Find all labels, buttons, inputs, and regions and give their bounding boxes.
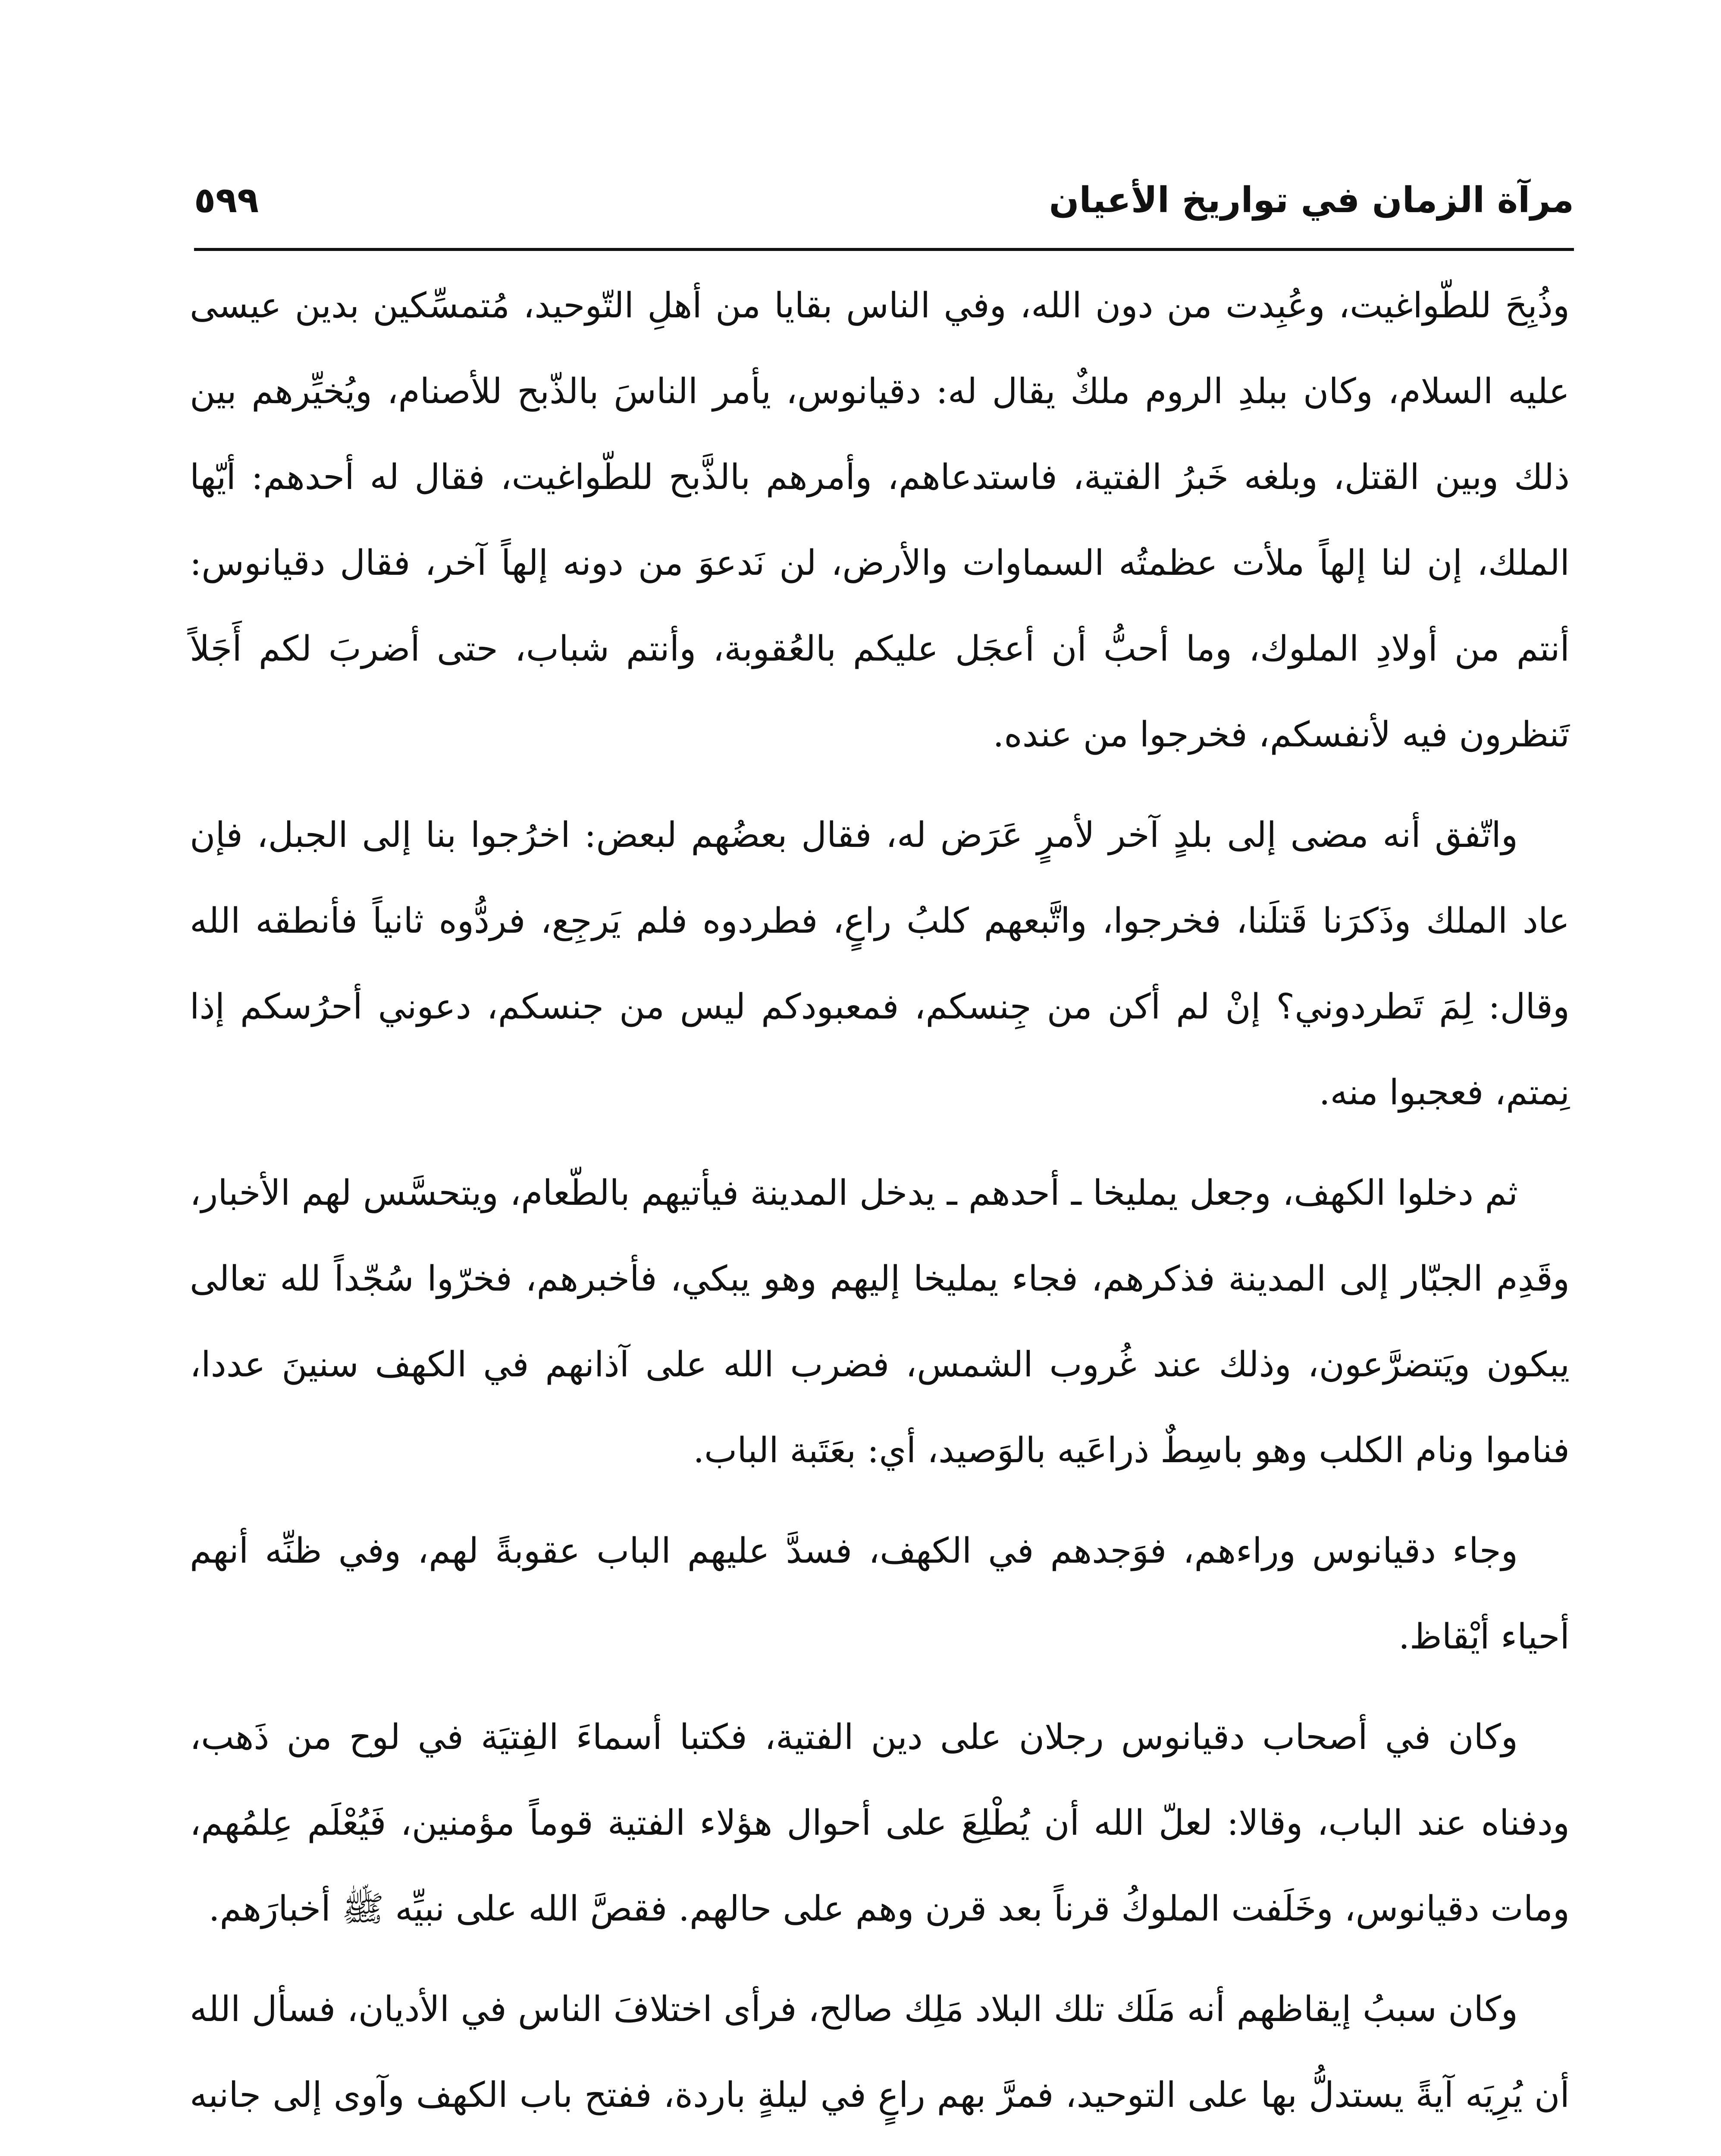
paragraph-2: واتّفق أنه مضى إلى بلدٍ آخر لأمرٍ عَرَض له، فقال بعضُهم لبعض: اخرُجوا بنا إلى الجبل، فإن عاد الملك وذَكرَنا قَتلَنا، فخرجوا، واتَّبعهم كلبُ راعٍ، فطردوه فلم يَرجِع، فردُّوه ثانياً فأنطقه الله وقال: لِمَ تَطردوني؟ إنْ لم أكن من جِنسكم، فمعبودكم ليس من جنسكم، دعوني أحرُسكم إذا نِمتم، فعجبوا منه.	[190, 815, 1570, 1113]
paragraph-3: ثم دخلوا الكهف، وجعل يمليخا ـ أحدهم ـ يدخل المدينة فيأتيهم بالطّعام، ويتحسَّس لهم الأخبار، وقَدِم الجبّار إلى المدينة فذكرهم، فجاء يمليخا إليهم وهو يبكي، فأخبرهم، فخرّوا سُجّداً لله تعالى يبكون ويَتضرَّعون، وذلك عند غُروب الشمس، فضرب الله على آذانهم في الكهف سنينَ عددا، فناموا ونام الكلب وهو باسِطٌ ذراعَيه بالوَصيد، أي: بعَتَبة الباب.	[190, 1173, 1570, 1471]
page-number: ٥٩٩	[194, 180, 259, 221]
page-header	[194, 170, 1574, 235]
running-title: مرآة الزمان في تواريخ الأعيان	[1049, 180, 1574, 221]
paragraph-1: وذُبِحَ للطّواغيت، وعُبِدت من دون الله، وفي الناس بقايا من أهلِ التّوحيد، مُتمسِّكين بدين عيسى عليه السلام، وكان ببلدِ الروم ملكٌ يقال له: دقيانوس، يأمر الناسَ بالذّبح للأصنام، ويُخيِّرهم بين ذلك وبين القتل، وبلغه خَبرُ الفتية، فاستدعاهم، وأمرهم بالذَّبح للطّواغيت، فقال له أحدهم: أيّها الملك، إن لنا إلهاً ملأت عظمتُه السماوات والأرض، لن نَدعوَ من دونه إلهاً آخر، فقال دقيانوس: أنتم من أولادِ الملوك، وما أحبُّ أن أعجَل عليكم بالعُقوبة، وأنتم شباب، حتى أضربَ لكم أَجَلاً تَنظرون فيه لأنفسكم، فخرجوا من عنده.	[190, 285, 1570, 755]
paragraph-6: وكان سببُ إيقاظهم أنه مَلَك تلك البلاد مَلِك صالح، فرأى اختلافَ الناس في الأديان، فسأل الله أن يُرِيَه آيةً يستدلُّ بها على التوحيد، فمرَّ بهم راعٍ في ليلةٍ باردة، ففتح باب الكهف وآوى إلى جانبه	[190, 1989, 1570, 2115]
header-rule	[194, 248, 1574, 251]
paragraph-4: وجاء دقيانوس وراءهم، فوَجدهم في الكهف، فسدَّ عليهم الباب عقوبةً لهم، وفي ظنِّه أنهم أحياء أيْقاظ.	[190, 1531, 1570, 1657]
page-body	[190, 263, 1570, 2156]
paragraph-5: وكان في أصحاب دقيانوس رجلان على دين الفتية، فكتبا أسماءَ الفِتيَة في لوح من ذَهب، ودفناه عند الباب، وقالا: لعلّ الله أن يُطْلِعَ على أحوال هؤلاء الفتية قوماً مؤمنين، فَيُعْلَم عِلمُهم، ومات دقيانوس، وخَلَفت الملوكُ قرناً بعد قرن وهم على حالهم. فقصَّ الله على نبيِّه ﷺ أخبارَهم.	[190, 1717, 1570, 1929]
